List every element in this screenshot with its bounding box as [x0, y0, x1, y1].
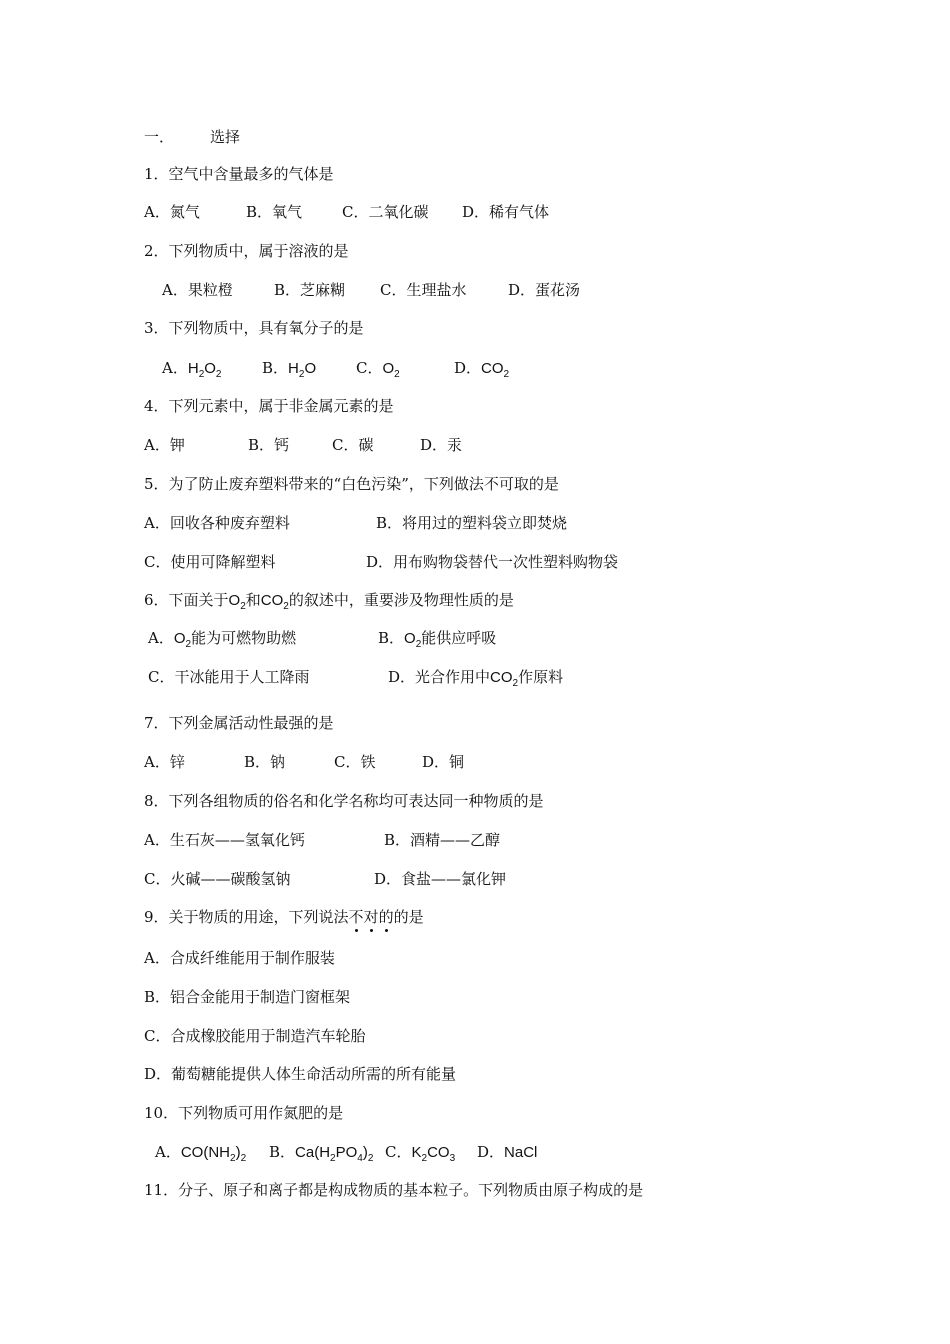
q8-option-c: C．火碱——碳酸氢钠 — [144, 870, 291, 888]
q5-option-d: D．用布购物袋替代一次性塑料购物袋 — [366, 553, 619, 571]
section-title: 选择 — [210, 128, 241, 146]
q4-option-a: A．钾 — [144, 436, 185, 454]
question-6-stem: 6．下面关于$O_2$和$CO_2$的叙述中，重要涉及物理性质的是 — [144, 591, 514, 612]
q9-option-b: B．铝合金能用于制造门窗框架 — [144, 988, 351, 1006]
question-3-stem: 3．下列物质中，具有氧分子的是 — [144, 319, 364, 337]
q7-option-c: C．铁 — [334, 753, 376, 771]
q1-option-c: C．二氧化碳 — [342, 203, 429, 221]
question-9-stem: 9．关于物质的用途，下列说法不对的的是 — [144, 908, 424, 926]
q3-option-c: C．$O_2$ — [356, 359, 400, 380]
emphasis-mark: 不 — [348, 908, 364, 926]
q10-option-a: A．$CO(NH_2)_2$ — [155, 1143, 247, 1164]
section-number: 一． — [144, 128, 175, 146]
q3-option-d: D．$CO_2$ — [454, 359, 510, 380]
q8-option-d: D．食盐——氯化钾 — [374, 870, 507, 888]
q2-option-c: C．生理盐水 — [380, 281, 467, 299]
question-11-stem: 11．分子、原子和离子都是构成物质的基本粒子。下列物质由原子构成的是 — [144, 1181, 644, 1199]
q1-option-a: A．氮气 — [144, 203, 200, 221]
q6-option-d: D．光合作用中$CO_2$作原料 — [388, 668, 564, 689]
q7-option-d: D．铜 — [422, 753, 465, 771]
q9-option-a: A．合成纤维能用于制作服装 — [144, 949, 335, 967]
q10-option-b: B．$Ca(H_2PO_4)_2$ — [269, 1143, 374, 1164]
question-7-stem: 7．下列金属活动性最强的是 — [144, 714, 334, 732]
question-2-stem: 2．下列物质中，属于溶液的是 — [144, 242, 349, 260]
q1-option-b: B．氧气 — [246, 203, 303, 221]
q7-option-b: B．钠 — [244, 753, 286, 771]
q2-option-d: D．蛋花汤 — [508, 281, 581, 299]
section-heading — [144, 127, 241, 147]
q4-option-c: C．碳 — [332, 436, 374, 454]
q4-option-d: D．汞 — [420, 436, 463, 454]
q10-option-c: C．$K_2CO_3$ — [385, 1143, 456, 1164]
q5-option-a: A．回收各种废弃塑料 — [144, 514, 290, 532]
q2-option-a: A．果粒橙 — [162, 281, 233, 299]
emphasis-mark: 对 — [363, 908, 379, 926]
q8-option-a: A．生石灰——氢氧化钙 — [144, 831, 305, 849]
q3-option-a: A．$H_2O_2$ — [162, 359, 222, 380]
question-5-stem: 5．为了防止废弃塑料带来的“白色污染”，下列做法不可取的是 — [144, 475, 559, 493]
q6-option-a: A．$O_2$能为可燃物助燃 — [148, 629, 297, 650]
question-10-stem: 10．下列物质可用作氮肥的是 — [144, 1104, 344, 1122]
question-1-stem: 1．空气中含量最多的气体是 — [144, 165, 334, 183]
q4-option-b: B．钙 — [248, 436, 290, 454]
q3-option-b: B．$H_2O$ — [262, 359, 317, 380]
q5-option-c: C．使用可降解塑料 — [144, 553, 276, 571]
q6-option-b: B．$O_2$能供应呼吸 — [378, 629, 497, 650]
q9-option-c: C．合成橡胶能用于制造汽车轮胎 — [144, 1027, 366, 1045]
q2-option-b: B．芝麻糊 — [274, 281, 346, 299]
question-8-stem: 8．下列各组物质的俗名和化学名称均可表达同一种物质的是 — [144, 792, 544, 810]
q6-option-c: C．干冰能用于人工降雨 — [148, 668, 310, 686]
q5-option-b: B．将用过的塑料袋立即焚烧 — [376, 514, 568, 532]
q1-option-d: D．稀有气体 — [462, 203, 550, 221]
q9-option-d: D．葡萄糖能提供人体生命活动所需的所有能量 — [144, 1065, 457, 1083]
q10-option-d: D．NaCl — [477, 1143, 538, 1161]
q7-option-a: A．锌 — [144, 753, 185, 771]
emphasis-mark: 的 — [378, 908, 394, 926]
q8-option-b: B．酒精——乙醇 — [384, 831, 501, 849]
question-4-stem: 4．下列元素中，属于非金属元素的是 — [144, 397, 394, 415]
